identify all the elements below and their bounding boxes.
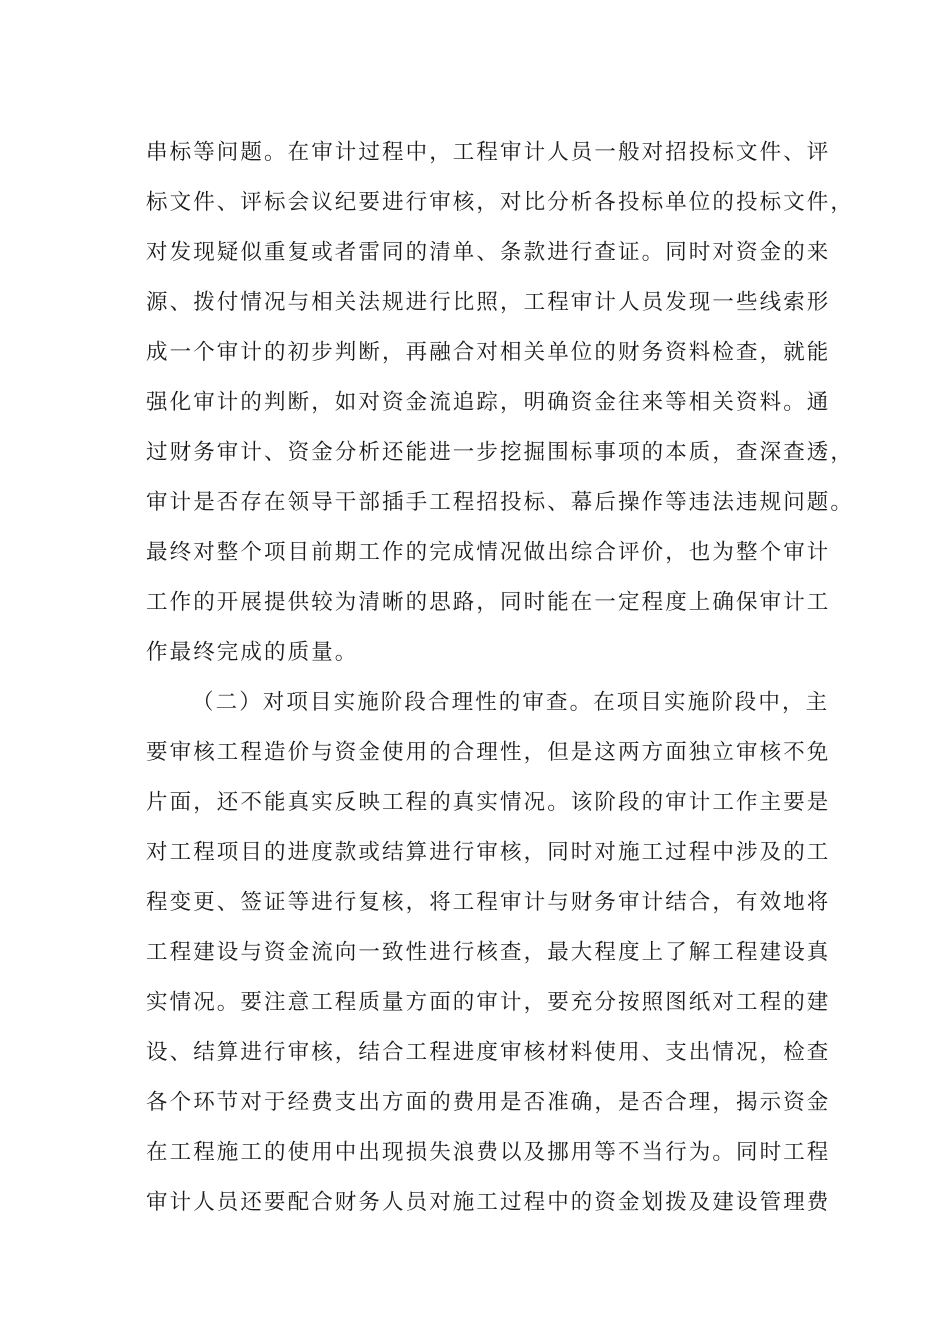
text-line: 审计人员还要配合财务人员对施工过程中的资金划拨及建设管理费 <box>146 1190 831 1215</box>
text-line: 最终对整个项目前期工作的完成情况做出综合评价，也为整个审计 <box>146 540 831 565</box>
text-line: 程变更、签证等进行复核，将工程审计与财务审计结合，有效地将 <box>146 890 831 915</box>
text-line: 对发现疑似重复或者雷同的清单、条款进行查证。同时对资金的来 <box>146 240 831 265</box>
body-text <box>146 128 855 1228</box>
text-line: 审计是否存在领导干部插手工程招投标、幕后操作等违法违规问题。 <box>146 490 855 515</box>
text-line: 串标等问题。在审计过程中，工程审计人员一般对招投标文件、评 <box>146 140 831 165</box>
text-line: 成一个审计的初步判断，再融合对相关单位的财务资料检查，就能 <box>146 340 831 365</box>
text-line: 源、拨付情况与相关法规进行比照，工程审计人员发现一些线索形 <box>146 290 831 315</box>
text-line: 实情况。要注意工程质量方面的审计，要充分按照图纸对工程的建 <box>146 990 831 1015</box>
text-line: 过财务审计、资金分析还能进一步挖掘围标事项的本质，查深查透， <box>146 440 855 465</box>
text-line: 各个环节对于经费支出方面的费用是否准确，是否合理，揭示资金 <box>146 1090 831 1115</box>
text-line: 工作的开展提供较为清晰的思路，同时能在一定程度上确保审计工 <box>146 590 831 615</box>
text-line: 工程建设与资金流向一致性进行核查，最大程度上了解工程建设真 <box>146 940 831 965</box>
text-line: 强化审计的判断，如对资金流追踪，明确资金往来等相关资料。通 <box>146 390 831 415</box>
text-line: 片面，还不能真实反映工程的真实情况。该阶段的审计工作主要是 <box>146 790 831 815</box>
text-line: 在工程施工的使用中出现损失浪费以及挪用等不当行为。同时工程 <box>146 1140 831 1165</box>
section-heading-line: （二）对项目实施阶段合理性的审查。在项目实施阶段中，主 <box>192 690 830 715</box>
text-line: 标文件、评标会议纪要进行审核，对比分析各投标单位的投标文件， <box>146 190 855 215</box>
text-line: 作最终完成的质量。 <box>146 640 359 665</box>
text-line: 对工程项目的进度款或结算进行审核，同时对施工过程中涉及的工 <box>146 840 831 865</box>
text-line: 设、结算进行审核，结合工程进度审核材料使用、支出情况，检查 <box>146 1040 831 1065</box>
text-line: 要审核工程造价与资金使用的合理性，但是这两方面独立审核不免 <box>146 740 831 765</box>
